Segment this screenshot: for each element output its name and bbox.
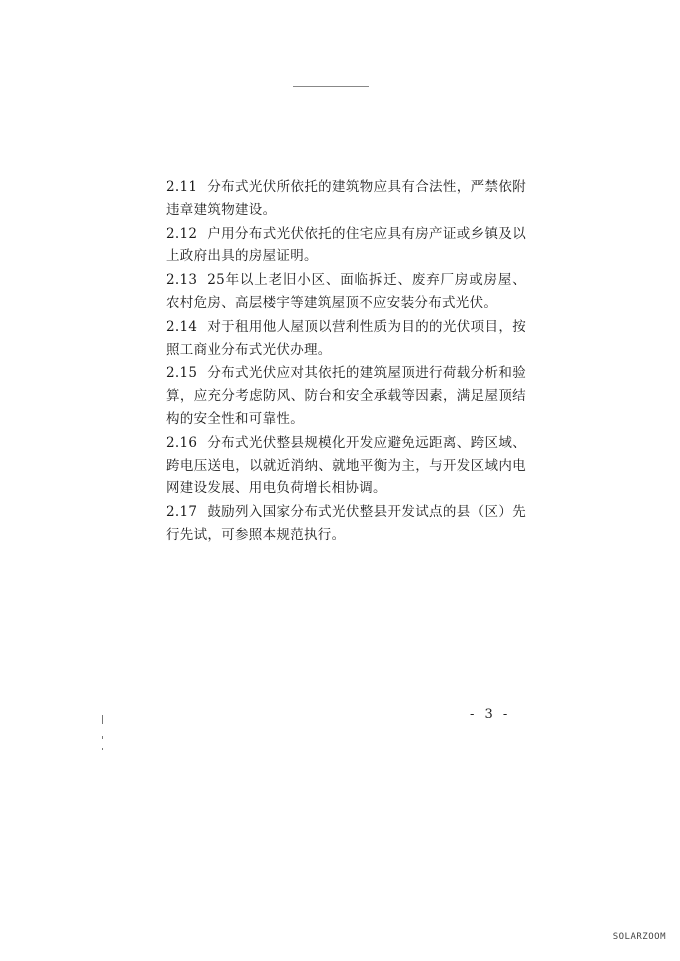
document-body <box>166 176 526 548</box>
clause-number: 2.12 <box>166 225 198 242</box>
clause-number: 2.16 <box>166 434 198 451</box>
clause-text: 对于租用他人屋顶以营利性质为目的的光伏项目，按照工商业分布式光伏办理。 <box>166 318 526 358</box>
clause-number: 2.17 <box>166 504 198 521</box>
clause-number: 2.13 <box>166 272 198 289</box>
clause-number: 2.14 <box>166 318 198 335</box>
clause-text: 户用分布式光伏依托的住宅应具有房产证或乡镇及以上政府出具的房屋证明。 <box>166 225 526 265</box>
clause-2-17 <box>166 501 526 547</box>
clause-text: 25年以上老旧小区、面临拆迁、废弃厂房或房屋、农村危房、高层楼宇等建筑屋顶不应安装分布式光伏。 <box>166 272 526 311</box>
clause-text: 分布式光伏所依托的建筑物应具有合法性，严禁依附违章建筑物建设。 <box>166 179 526 218</box>
margin-mark <box>102 715 103 724</box>
clause-text: 分布式光伏应对其依托的建筑屋顶进行荷载分析和验算，应充分考虑防风、防台和安全承载等因素，满足屋顶结构的安全性和可靠性。 <box>166 365 526 427</box>
header-rule <box>293 86 369 87</box>
clause-text: 鼓励列入国家分布式光伏整县开发试点的县（区）先行先试，可参照本规范执行。 <box>166 504 526 543</box>
clause-number: 2.15 <box>166 365 198 382</box>
clause-number: 2.11 <box>166 179 198 195</box>
clause-2-12 <box>166 223 526 269</box>
clause-2-15 <box>166 362 526 430</box>
clause-2-16 <box>166 432 526 500</box>
clause-text: 分布式光伏整县规模化开发应避免远距离、跨区域、跨电压送电，以就近消纳、就地平衡为主，与开发区域内电网建设发展、用电负荷增长相协调。 <box>166 434 526 497</box>
margin-mark <box>102 736 103 739</box>
clause-2-11 <box>166 176 526 222</box>
clause-2-14 <box>166 316 526 362</box>
clause-2-13 <box>166 269 526 315</box>
watermark: SOLARZOOM <box>612 932 666 942</box>
margin-mark <box>102 748 103 750</box>
page-number: - 3 - <box>470 707 511 722</box>
